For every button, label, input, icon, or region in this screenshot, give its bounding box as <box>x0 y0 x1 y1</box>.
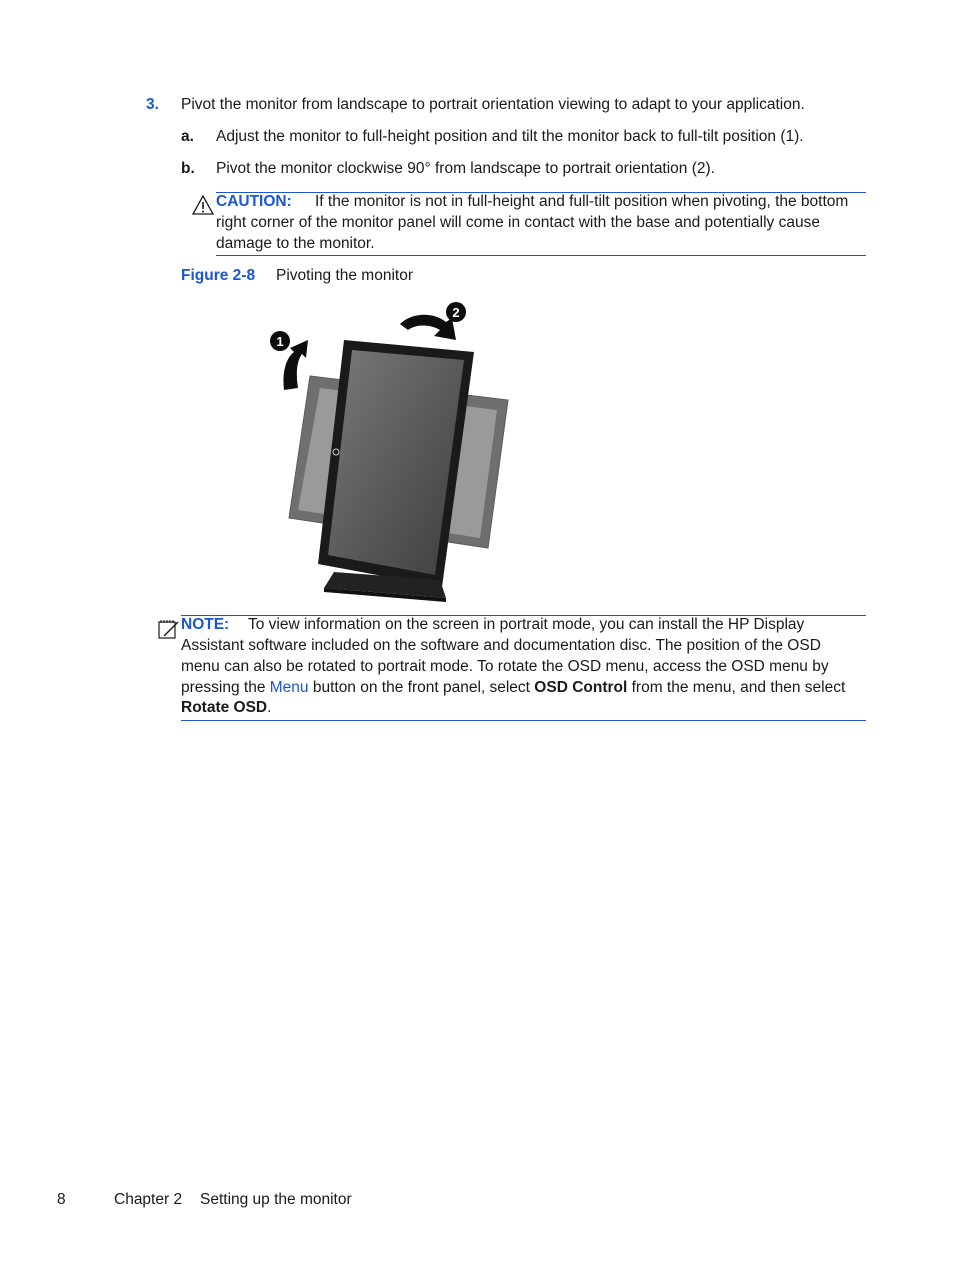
substep-letter: b. <box>181 160 195 177</box>
portrait-monitor <box>318 340 474 602</box>
callout-1-label: 1 <box>276 334 284 349</box>
chapter-number: Chapter 2 <box>114 1191 183 1208</box>
substep-letter: a. <box>181 128 194 145</box>
rotate-arrow-icon <box>400 315 456 340</box>
warning-triangle-icon <box>192 195 214 215</box>
caution-line-3: damage to the monitor. <box>216 235 375 252</box>
menu-button-reference: Menu <box>269 679 309 696</box>
rotate-osd-term: Rotate OSD <box>181 699 268 716</box>
note-label: NOTE: <box>181 616 230 633</box>
note-line-1: To view information on the screen in portrait mode, you can install the HP Display <box>248 616 805 633</box>
page-number: 8 <box>57 1191 66 1208</box>
chapter-title: Setting up the monitor <box>200 1191 352 1208</box>
note-line-4: pressing the Menu button on the front panel, select OSD Control from the menu, and then select <box>181 679 846 696</box>
caution-line-1: If the monitor is not in full-height and full-tilt position when pivoting, the bottom <box>315 193 849 210</box>
note-line-3: menu can also be rotated to portrait mode. To rotate the OSD menu, access the OSD menu by <box>181 658 829 675</box>
figure-label: Figure 2-8 <box>181 267 256 284</box>
step-number: 3. <box>146 96 159 113</box>
callout-2-label: 2 <box>452 305 460 320</box>
monitor-pivot-illustration <box>262 296 522 606</box>
caution-label: CAUTION: <box>216 193 292 210</box>
step-text: Pivot the monitor from landscape to portrait orientation viewing to adapt to your application. <box>181 96 805 113</box>
figure-caption-text: Pivoting the monitor <box>276 267 413 284</box>
note-line-5: Rotate OSD. <box>181 699 272 716</box>
substep-text: Adjust the monitor to full-height position and tilt the monitor back to full-tilt position (1). <box>216 128 804 145</box>
note-line-2: Assistant software included on the software and documentation disc. The position of the OSD <box>181 637 821 654</box>
note-pad-icon <box>157 617 181 641</box>
osd-control-term: OSD Control <box>534 679 628 696</box>
substep-text: Pivot the monitor clockwise 90° from landscape to portrait orientation (2). <box>216 160 715 177</box>
caution-line-2: right corner of the monitor panel will come in contact with the base and potentially cause <box>216 214 820 231</box>
